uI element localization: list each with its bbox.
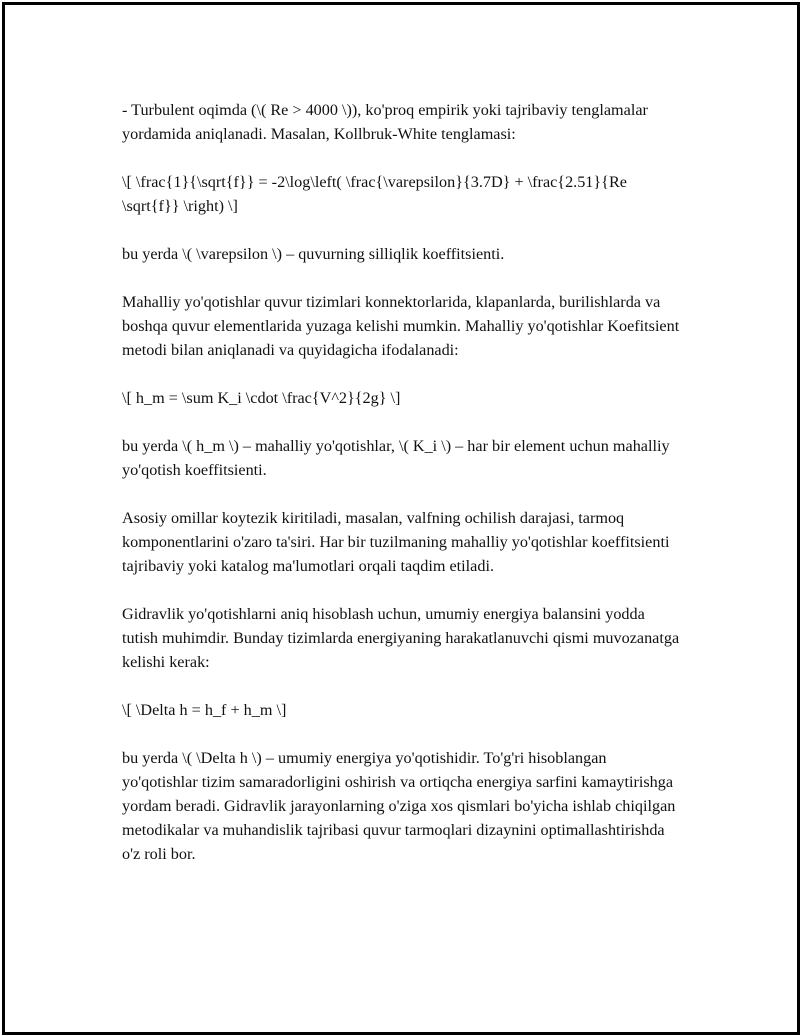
paragraph-energy-balance: Gidravlik yo'qotishlarni aniq hisoblash uchun, umumiy energiya balansini yodda tutish muhimdir. Bunday tizimlarda energiyaning harakatlanuvchi qismi muvozanatga kelishi kerak: <box>122 605 680 671</box>
formula-total-loss: \[ \Delta h = h_f + h_m \] <box>122 701 287 719</box>
paragraph-roughness-definition: bu yerda \( \varepsilon \) – quvurning silliqlik koeffitsienti. <box>122 245 505 263</box>
paragraph-conclusion: bu yerda \( \Delta h \) – umumiy energiya yo'qotishidir. To'g'ri hisoblangan yo'qotishlar tizim samaradorligini oshirish va ortiqcha energiya sarfini kamaytirishga yordam beradi. Gidravlik jarayonlarning o'ziga xos qismlari bo'yicha ishlab chiqilgan metodikalar va muhandislik tajribasi quvur tarmoqlari dizaynini optimallashtirishda o'z roli bor. <box>122 749 676 863</box>
document-body <box>122 98 682 890</box>
formula-colebrook-white: \[ \frac{1}{\sqrt{f}} = -2\log\left( \frac{\varepsilon}{3.7D} + \frac{2.51}{Re \sqrt{f}} \right) \] <box>122 173 627 215</box>
page-frame <box>2 2 800 1035</box>
paragraph-turbulent-flow: - Turbulent oqimda (\( Re > 4000 \)), ko'proq empirik yoki tajribaviy tenglamalar yordamida aniqlanadi. Masalan, Kollbruk-White tenglamasi: <box>122 101 648 143</box>
formula-local-losses: \[ h_m = \sum K_i \cdot \frac{V^2}{2g} \] <box>122 389 401 407</box>
paragraph-main-factors: Asosiy omillar koytezik kiritiladi, masalan, valfning ochilish darajasi, tarmoq komponentlarini o'zaro ta'siri. Har bir tuzilmaning mahalliy yo'qotishlar koeffitsienti tajribaviy yoki katalog ma'lumotlari orqali taqdim etiladi. <box>122 509 670 575</box>
paragraph-local-losses-definition: bu yerda \( h_m \) – mahalliy yo'qotishlar, \( K_i \) – har bir element uchun mahalliy yo'qotish koeffitsienti. <box>122 437 670 479</box>
paragraph-local-losses: Mahalliy yo'qotishlar quvur tizimlari konnektorlarida, klapanlarda, burilishlarda va boshqa quvur elementlarida yuzaga kelishi mumkin. Mahalliy yo'qotishlar Koefitsient metodi bilan aniqlanadi va quyidagicha ifodalanadi: <box>122 293 680 359</box>
